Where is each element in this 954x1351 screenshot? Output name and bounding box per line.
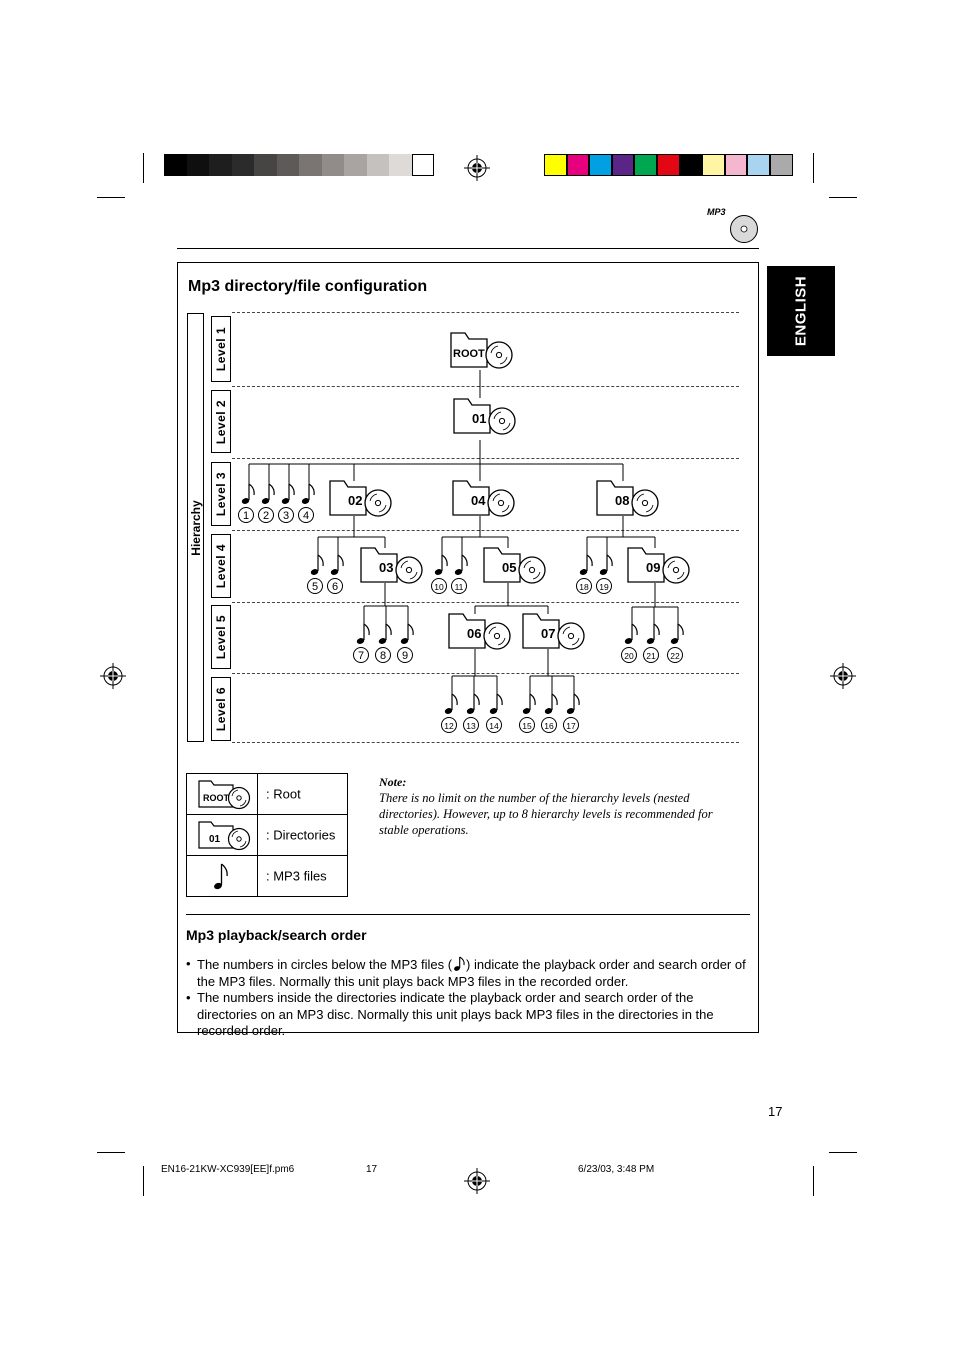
music-note-flag: [678, 624, 683, 635]
file-order-number: 17: [566, 721, 576, 731]
color-swatch: [367, 154, 390, 176]
music-note-flag: [338, 555, 343, 566]
file-order-number: 18: [579, 582, 589, 592]
level-label: Level 4: [214, 543, 228, 589]
legend-root-icon-label: ROOT: [203, 793, 229, 803]
color-swatch: [657, 154, 680, 176]
directory-label: 06: [467, 626, 482, 641]
language-tab-label: ENGLISH: [792, 275, 810, 347]
color-swatch: [412, 154, 435, 176]
color-swatch: [702, 154, 725, 176]
level-label: Level 3: [214, 471, 228, 517]
file-order-number: 8: [379, 650, 387, 662]
playback-bullets: [186, 956, 752, 1040]
disc-icon: [486, 342, 512, 368]
color-swatch: [589, 154, 612, 176]
mp3-badge-label: MP3: [707, 207, 726, 217]
color-swatch: [277, 154, 300, 176]
directory-label: 07: [541, 626, 556, 641]
legend-row-root: [187, 774, 347, 815]
file-order-number: 1: [242, 510, 250, 522]
bullet-item: • The numbers inside the directories indicate the playback order and search order of the directories on an MP3 disc. Normally this unit plays back MP3 files in the directories in the recorded order.: [186, 990, 714, 1038]
level-label: Level 5: [214, 614, 228, 660]
crop-mark: [143, 1166, 144, 1196]
file-order-number: 13: [466, 721, 476, 731]
file-order-number: 2: [262, 510, 270, 522]
file-order-number: 5: [311, 581, 319, 593]
footer-page: 17: [366, 1164, 378, 1175]
disc-icon: [488, 490, 514, 516]
legend-file-desc: : MP3 files: [266, 868, 327, 884]
music-note-flag: [632, 624, 637, 635]
crop-mark: [97, 1152, 125, 1153]
legend-dir-desc: : Directories: [266, 827, 336, 843]
page-number: 17: [768, 1104, 783, 1119]
color-swatch: [770, 154, 793, 176]
directory-label: 02: [348, 493, 363, 508]
color-swatch: [322, 154, 345, 176]
color-swatch: [389, 154, 412, 176]
file-order-number: 12: [444, 721, 454, 731]
bullet1-text-a: The numbers in circles below the MP3 files (: [197, 957, 453, 972]
directory-label: 01: [472, 411, 487, 426]
hierarchy-label: Hierarchy: [188, 499, 203, 556]
footer-filename: EN16-21KW-XC939[EE]f.pm6: [161, 1164, 295, 1175]
disc-icon: [558, 623, 584, 649]
file-order-number: 10: [434, 582, 444, 592]
disc-icon: [632, 490, 658, 516]
music-note-flag: [474, 694, 479, 705]
file-order-number: 21: [646, 651, 656, 661]
music-note-flag: [530, 694, 535, 705]
legend-icon-cell: [187, 815, 258, 855]
note-text: There is no limit on the number of the hierarchy levels (nested directories). However, up to 8 hierarchy levels is recommended for stable operations.: [379, 791, 713, 837]
legend-icon-cell: [187, 856, 258, 896]
music-note-flag: [318, 555, 323, 566]
music-note-icon: [187, 856, 257, 896]
crop-mark: [813, 1166, 814, 1196]
legend-icon-cell: [187, 774, 258, 814]
music-note-flag: [574, 694, 579, 705]
directory-label: 08: [615, 493, 630, 508]
music-note-flag: [249, 484, 254, 495]
disc-icon: [396, 557, 422, 583]
section-title-configuration: Mp3 directory/file configuration: [188, 278, 428, 295]
music-note-flag: [289, 484, 294, 495]
file-order-number: 4: [302, 510, 310, 522]
disc-icon: [519, 557, 545, 583]
legend-root-desc: : Root: [266, 786, 301, 802]
legend-table: [186, 773, 348, 897]
color-swatch: [232, 154, 255, 176]
crop-mark: [829, 1152, 857, 1153]
file-order-number: 7: [357, 650, 365, 662]
legend-row-files: [187, 856, 347, 896]
file-order-number: 6: [331, 581, 339, 593]
color-swatch: [344, 154, 367, 176]
bullet-item: • The numbers in circles below the MP3 files ( ) indicate the playback order and search order of the MP3 files. Normally this unit plays back MP3 files in the recorded order.: [186, 956, 746, 989]
color-swatch: [612, 154, 635, 176]
color-swatch: [544, 154, 567, 176]
color-swatch: [254, 154, 277, 176]
file-order-number: 20: [624, 651, 634, 661]
legend-row-directories: [187, 815, 347, 856]
color-swatch: [164, 154, 187, 176]
directory-label: 03: [379, 560, 394, 575]
color-swatch: [567, 154, 590, 176]
disc-icon: [484, 623, 510, 649]
level-label: Level 6: [214, 686, 228, 732]
file-order-number: 19: [599, 582, 609, 592]
music-note-flag: [269, 484, 274, 495]
music-note-flag: [552, 694, 557, 705]
section-title-playback: Mp3 playback/search order: [186, 927, 367, 943]
footer-date: 6/23/03, 3:48 PM: [578, 1164, 655, 1175]
root-folder-icon: [187, 774, 257, 815]
directory-label: 09: [646, 560, 661, 575]
root-label: ROOT: [453, 348, 485, 360]
music-note-flag: [442, 555, 447, 566]
color-swatch: [725, 154, 748, 176]
directory-folder-icon: [187, 815, 257, 856]
music-note-flag: [452, 694, 457, 705]
legend-dir-icon-label: 01: [209, 834, 221, 845]
section-divider: [186, 914, 750, 915]
note-title: Note:: [379, 775, 407, 789]
music-note-flag: [408, 624, 413, 635]
file-order-number: 22: [670, 651, 680, 661]
registration-mark-icon: [464, 1168, 490, 1194]
color-swatch: [680, 154, 703, 176]
file-order-number: 15: [522, 721, 532, 731]
music-note-icon: [452, 956, 466, 972]
music-note-flag: [386, 624, 391, 635]
disc-icon: [663, 557, 689, 583]
music-note-flag: [587, 555, 592, 566]
music-note-flag: [462, 555, 467, 566]
music-note-flag: [607, 555, 612, 566]
color-swatch: [187, 154, 210, 176]
music-note-flag: [497, 694, 502, 705]
music-note-flag: [309, 484, 314, 495]
color-swatch: [299, 154, 322, 176]
disc-icon: [489, 408, 515, 434]
bullet2-text: The numbers inside the directories indicate the playback order and search order of the directories on an MP3 disc. Normally this unit plays back MP3 files in the directories in the recorded order.: [197, 990, 714, 1038]
bullet1-text-b: ) indicate the playback order and search order of the MP3 files. Normally this unit plays back MP3 files in the recorded order.: [197, 957, 746, 989]
music-note-flag: [364, 624, 369, 635]
directory-label: 05: [502, 560, 517, 575]
color-swatch: [209, 154, 232, 176]
file-order-number: 9: [401, 650, 409, 662]
disc-icon: [365, 490, 391, 516]
directory-label: 04: [471, 493, 486, 508]
file-order-number: 3: [282, 510, 290, 522]
music-note-flag: [654, 624, 659, 635]
level-label: Level 2: [214, 399, 228, 444]
level-label: Level 1: [214, 326, 228, 372]
color-swatch: [747, 154, 770, 176]
file-order-number: 11: [454, 582, 464, 592]
color-swatch: [634, 154, 657, 176]
file-order-number: 14: [489, 721, 499, 731]
file-order-number: 16: [544, 721, 554, 731]
